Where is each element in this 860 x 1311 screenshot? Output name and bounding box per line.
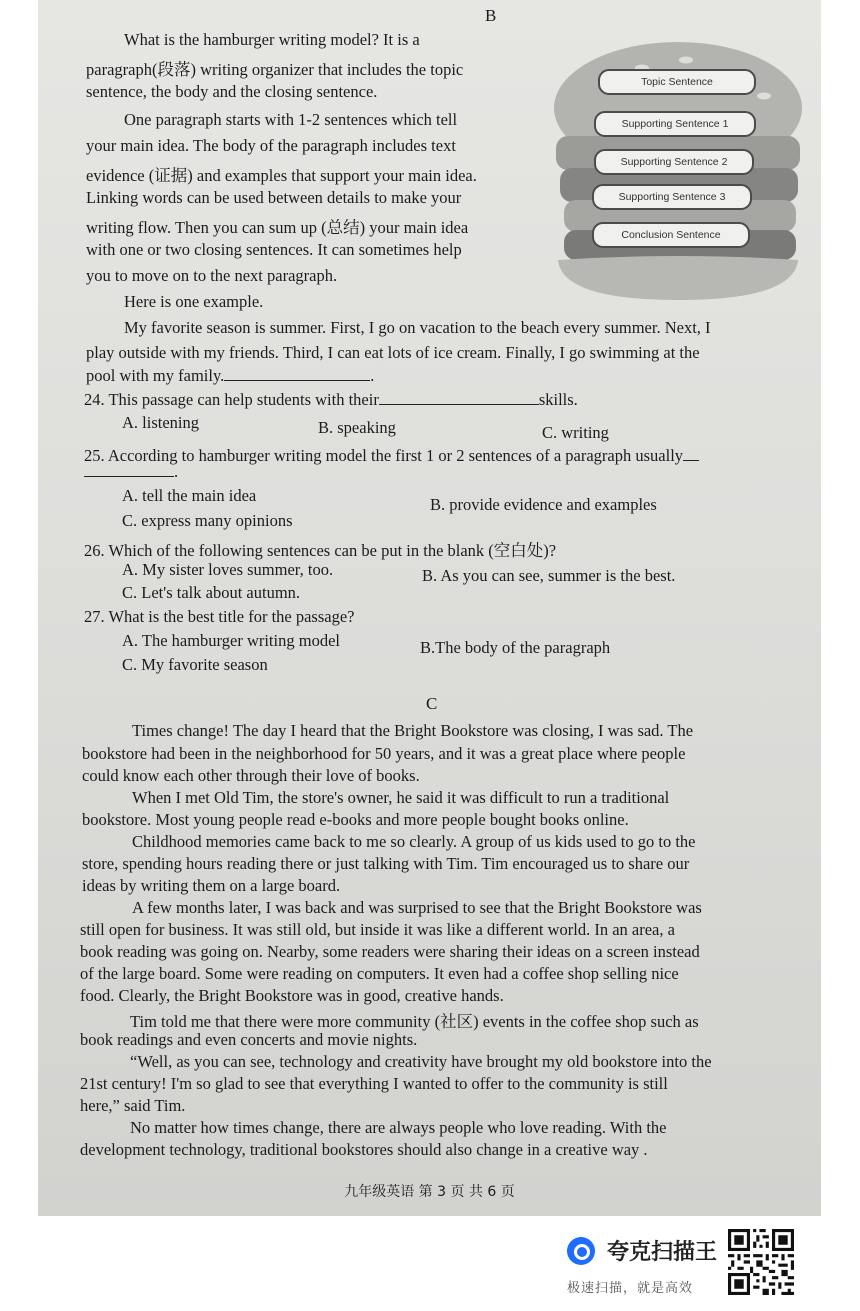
section-c-heading: C — [426, 694, 438, 713]
exam-page — [38, 0, 821, 1216]
example-blank — [224, 366, 370, 381]
c-p2-line2: bookstore. Most young people read e-books and more people bought books online. — [82, 810, 629, 829]
q25-blank-a — [683, 446, 699, 461]
example-line3 — [86, 366, 374, 386]
example-line3-end: . — [370, 366, 375, 385]
q24-stem — [84, 390, 578, 410]
label-conclusion-sentence: Conclusion Sentence — [592, 222, 750, 248]
b-para2-line5: writing flow. Then you can sum up (总结) your main idea — [86, 218, 469, 237]
q25-stem-cont — [84, 462, 178, 482]
example-line3-text: pool with my family. — [86, 366, 225, 385]
c-p2-line1: When I met Old Tim, the store's owner, he said it was difficult to run a traditional — [132, 788, 670, 807]
q27-option-c: C. My favorite season — [122, 655, 268, 674]
q27-stem: 27. What is the best title for the passage? — [84, 607, 355, 626]
brand-slogan: 极速扫描，就是高效 — [567, 1281, 694, 1296]
c-p4-line3: book reading was going on. Nearby, some readers were sharing their ideas on a screen instead — [80, 942, 700, 961]
label-supporting-sentence-1: Supporting Sentence 1 — [594, 111, 756, 137]
c-p3-line2: store, spending hours reading there or just talking with Tim. Tim encouraged us to share our — [82, 854, 690, 873]
q24-stem-end: skills. — [538, 390, 578, 409]
c-p4-line2: still open for business. It was still old, but inside it was like a different world. In an area, a — [80, 920, 675, 939]
q25-stem-text: 25. According to hamburger writing model the first 1 or 2 sentences of a paragraph usually — [84, 446, 684, 465]
c-p4-line5: food. Clearly, the Bright Bookstore was in good, creative hands. — [80, 986, 504, 1005]
b-para1-line3: sentence, the body and the closing sentence. — [86, 82, 378, 101]
b-para1-line2: paragraph(段落) writing organizer that includes the topic — [86, 60, 464, 79]
bottom-bun — [558, 256, 798, 300]
c-p3-line1: Childhood memories came back to me so clearly. A group of us kids used to go to the — [132, 832, 696, 851]
b-para2-line7: you to move on to the next paragraph. — [86, 266, 338, 285]
qr-code-icon — [728, 1229, 794, 1295]
c-p5-line2: book readings and even concerts and movie nights. — [80, 1030, 418, 1049]
c-p4-line4: of the large board. Some were reading on computers. It even had a coffee shop selling nice — [80, 964, 679, 983]
c-p7-line1: No matter how times change, there are always people who love reading. With the — [130, 1118, 667, 1137]
q24-option-b: B. speaking — [318, 418, 396, 437]
brand-name: 夸克扫描王 — [607, 1240, 718, 1265]
c-p4-line1: A few months later, I was back and was surprised to see that the Bright Bookstore was — [132, 898, 702, 917]
b-para1-line1: What is the hamburger writing model? It is a — [124, 30, 420, 49]
example-line1: My favorite season is summer. First, I go on vacation to the beach every summer. Next, I — [124, 318, 711, 337]
c-p5-line1: Tim told me that there were more community (社区) events in the coffee shop such as — [130, 1012, 699, 1031]
q25-option-a: A. tell the main idea — [122, 486, 257, 505]
q26-stem: 26. Which of the following sentences can be put in the blank (空白处)? — [84, 541, 557, 560]
q27-option-a: A. The hamburger writing model — [122, 631, 340, 650]
c-p6-line3: here,” said Tim. — [80, 1096, 186, 1115]
b-para3: Here is one example. — [124, 292, 264, 311]
b-para2-line1: One paragraph starts with 1-2 sentences which tell — [124, 110, 458, 129]
label-supporting-sentence-2: Supporting Sentence 2 — [594, 149, 754, 175]
q27-option-b: B.The body of the paragraph — [420, 638, 611, 657]
example-line2: play outside with my friends. Third, I can eat lots of ice cream. Finally, I go swimming at the — [86, 343, 700, 362]
b-para2-line6: with one or two closing sentences. It can sometimes help — [86, 240, 462, 259]
sesame-seed — [757, 93, 771, 100]
quark-logo-icon — [567, 1237, 595, 1265]
c-p1-line3: could know each other through their love of books. — [82, 766, 420, 785]
c-p1-line1: Times change! The day I heard that the Bright Bookstore was closing, I was sad. The — [132, 721, 694, 740]
b-para2-line2: your main idea. The body of the paragraph includes text — [86, 136, 456, 155]
label-topic-sentence: Topic Sentence — [598, 69, 756, 95]
q24-stem-text: 24. This passage can help students with their — [84, 390, 379, 409]
sesame-seed — [679, 57, 693, 64]
c-p1-line2: bookstore had been in the neighborhood for 50 years, and it was a great place where people — [82, 744, 686, 763]
q25-option-c: C. express many opinions — [122, 511, 293, 530]
c-p7-line2: development technology, traditional bookstores should also change in a creative way . — [80, 1140, 648, 1159]
c-p3-line3: ideas by writing them on a large board. — [82, 876, 341, 895]
page-footer: 九年级英语 第 3 页 共 6 页 — [344, 1184, 515, 1200]
q25-option-b: B. provide evidence and examples — [430, 495, 657, 514]
q24-option-a: A. listening — [122, 413, 199, 432]
label-supporting-sentence-3: Supporting Sentence 3 — [592, 184, 752, 210]
q26-option-c: C. Let's talk about autumn. — [122, 583, 301, 602]
q25-blank-b — [84, 462, 174, 477]
c-p6-line2: 21st century! I'm so glad to see that everything I wanted to offer to the community is still — [80, 1074, 668, 1093]
q26-option-a: A. My sister loves summer, too. — [122, 560, 334, 579]
scanner-watermark — [567, 1233, 727, 1299]
b-para2-line4: Linking words can be used between details to make your — [86, 188, 462, 207]
c-p6-line1: “Well, as you can see, technology and creativity have brought my old bookstore into the — [130, 1052, 712, 1071]
b-para2-line3: evidence (证据) and examples that support your main idea. — [86, 166, 477, 185]
q26-option-b: B. As you can see, summer is the best. — [422, 566, 676, 585]
q24-option-c: C. writing — [542, 423, 609, 442]
q24-blank — [379, 390, 539, 405]
section-b-heading: B — [485, 6, 497, 25]
q25-stem-end: . — [174, 462, 179, 481]
